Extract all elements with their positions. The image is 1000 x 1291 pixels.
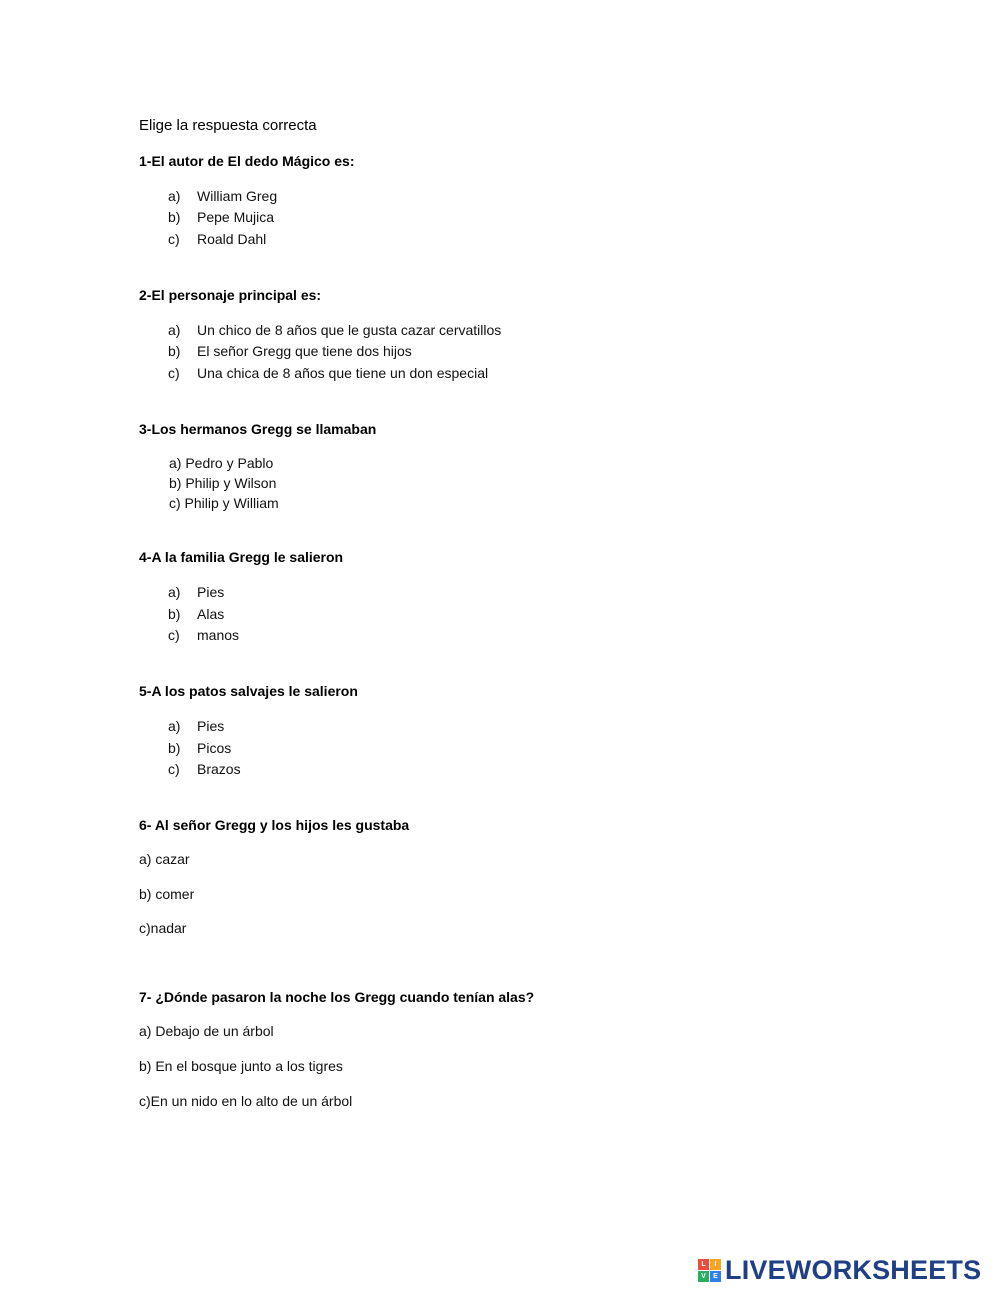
question-5: 5-A los patos salvajes le salieron (139, 683, 358, 699)
q3-option-a[interactable]: a) Pedro y Pablo (169, 455, 274, 471)
worksheet-title: Elige la respuesta correcta (139, 117, 317, 134)
q4-option-b[interactable]: b) Alas (168, 606, 225, 622)
liveworksheets-logo (698, 1254, 982, 1285)
q1-option-b[interactable]: b) Pepe Mujica (168, 209, 275, 225)
q1-option-c[interactable]: c) Roald Dahl (168, 231, 267, 247)
q4-option-a[interactable]: a) Pies (168, 584, 225, 600)
q2-option-a[interactable]: a) Un chico de 8 años que le gusta cazar cervatillos (168, 322, 502, 338)
q7-option-c[interactable]: c)En un nido en lo alto de un árbol (139, 1093, 353, 1109)
question-4: 4-A la familia Gregg le salieron (139, 549, 344, 565)
question-3: 3-Los hermanos Gregg se llamaban (139, 421, 377, 437)
logo-mark-i: I (710, 1259, 721, 1270)
liveworksheets-logo-mark-icon (698, 1259, 721, 1282)
q3-option-b[interactable]: b) Philip y Wilson (169, 475, 277, 491)
q3-option-c[interactable]: c) Philip y William (169, 495, 279, 511)
question-7: 7- ¿Dónde pasaron la noche los Gregg cuando tenían alas? (139, 989, 535, 1005)
logo-mark-e: E (710, 1271, 721, 1282)
q6-option-b[interactable]: b) comer (139, 886, 195, 902)
q6-option-a[interactable]: a) cazar (139, 851, 190, 867)
q1-option-a[interactable]: a) William Greg (168, 188, 278, 204)
question-1: 1-El autor de El dedo Mágico es: (139, 153, 355, 169)
q5-option-b[interactable]: b) Picos (168, 740, 232, 756)
logo-text: LIVEWORKSHEETS (725, 1254, 982, 1285)
q5-option-a[interactable]: a) Pies (168, 718, 225, 734)
q7-option-b[interactable]: b) En el bosque junto a los tigres (139, 1058, 343, 1074)
q6-option-c[interactable]: c)nadar (139, 920, 187, 936)
logo-mark-l: L (698, 1259, 709, 1270)
q2-option-b[interactable]: b) El señor Gregg que tiene dos hijos (168, 343, 412, 359)
logo-mark-v: V (698, 1271, 709, 1282)
q7-option-a[interactable]: a) Debajo de un árbol (139, 1023, 274, 1039)
question-6: 6- Al señor Gregg y los hijos les gustaba (139, 817, 410, 833)
q5-option-c[interactable]: c) Brazos (168, 761, 241, 777)
q4-option-c[interactable]: c) manos (168, 627, 240, 643)
question-2: 2-El personaje principal es: (139, 287, 322, 303)
q2-option-c[interactable]: c) Una chica de 8 años que tiene un don especial (168, 365, 489, 381)
